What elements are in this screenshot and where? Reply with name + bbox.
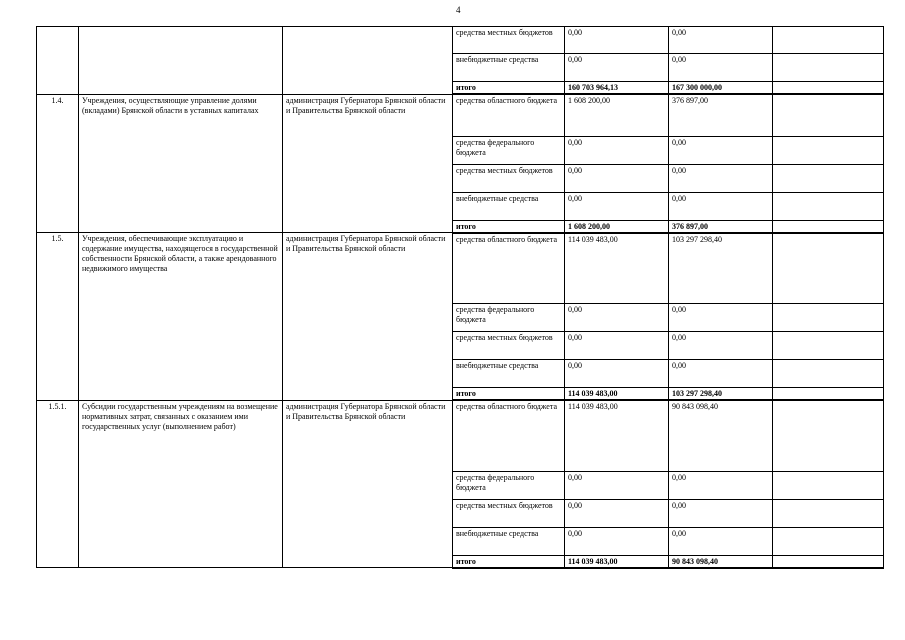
empty-cell <box>773 192 884 220</box>
empty-cell <box>773 499 884 527</box>
value-cell: 0,00 <box>565 332 669 360</box>
total-label: итого <box>453 82 565 95</box>
total-value: 103 297 298,40 <box>669 388 773 401</box>
empty-cell <box>773 332 884 360</box>
empty-cell <box>773 527 884 555</box>
value-cell: 0,00 <box>669 192 773 220</box>
source-label: средства местных бюджетов <box>453 332 565 360</box>
value-cell: 0,00 <box>669 499 773 527</box>
value-cell: 376 897,00 <box>669 94 773 136</box>
value-cell: 0,00 <box>565 54 669 82</box>
name-cell <box>79 27 283 95</box>
value-cell: 103 297 298,40 <box>669 233 773 304</box>
value-cell: 1 608 200,00 <box>565 94 669 136</box>
total-value: 90 843 098,40 <box>669 555 773 568</box>
source-label: средства местных бюджетов <box>453 499 565 527</box>
source-label: средства областного бюджета <box>453 400 565 471</box>
row-executor: администрация Губернатора Брянской области и Правительства Брянской области <box>283 400 453 568</box>
source-label: внебюджетные средства <box>453 192 565 220</box>
total-value: 114 039 483,00 <box>565 555 669 568</box>
source-label: внебюджетные средства <box>453 527 565 555</box>
source-label: средства областного бюджета <box>453 233 565 304</box>
empty-cell <box>773 304 884 332</box>
total-label: итого <box>453 555 565 568</box>
value-cell: 0,00 <box>565 527 669 555</box>
row-executor: администрация Губернатора Брянской области и Правительства Брянской области <box>283 233 453 401</box>
total-value: 376 897,00 <box>669 220 773 233</box>
empty-cell <box>773 82 884 95</box>
value-cell: 0,00 <box>669 471 773 499</box>
value-cell: 0,00 <box>669 136 773 164</box>
value-cell: 0,00 <box>565 360 669 388</box>
value-cell: 0,00 <box>669 360 773 388</box>
value-cell: 114 039 483,00 <box>565 233 669 304</box>
source-label: средства федерального бюджета <box>453 136 565 164</box>
source-label: средства федерального бюджета <box>453 304 565 332</box>
source-label: средства областного бюджета <box>453 94 565 136</box>
value-cell: 0,00 <box>565 27 669 54</box>
total-value: 160 703 964,13 <box>565 82 669 95</box>
num-cell <box>37 27 79 95</box>
row-name: Учреждения, обеспечивающие эксплуатацию и содержание имущества, находящегося в государственной собственности Брянской области, а также арендованного недвижимого имущества <box>79 233 283 401</box>
value-cell: 0,00 <box>669 164 773 192</box>
empty-cell <box>773 164 884 192</box>
empty-cell <box>773 27 884 54</box>
row-number: 1.4. <box>37 94 79 233</box>
row-name: Субсидии государственным учреждениям на возмещение нормативных затрат, связанных с оказанием ими государственных услуг (выполнением работ) <box>79 400 283 568</box>
value-cell: 0,00 <box>565 499 669 527</box>
value-cell: 0,00 <box>669 527 773 555</box>
source-label: внебюджетные средства <box>453 54 565 82</box>
value-cell: 0,00 <box>565 136 669 164</box>
empty-cell <box>773 233 884 304</box>
empty-cell <box>773 555 884 568</box>
empty-cell <box>773 388 884 401</box>
row-number: 1.5.1. <box>37 400 79 568</box>
empty-cell <box>773 94 884 136</box>
table-row <box>37 94 884 136</box>
total-value: 114 039 483,00 <box>565 388 669 401</box>
value-cell: 0,00 <box>565 304 669 332</box>
value-cell: 0,00 <box>565 164 669 192</box>
table-row <box>37 233 884 304</box>
empty-cell <box>773 360 884 388</box>
row-executor: администрация Губернатора Брянской области и Правительства Брянской области <box>283 94 453 233</box>
exec-cell <box>283 27 453 95</box>
empty-cell <box>773 54 884 82</box>
page-number: 4 <box>456 5 461 15</box>
value-cell: 0,00 <box>565 192 669 220</box>
value-cell: 0,00 <box>565 471 669 499</box>
value-cell: 0,00 <box>669 27 773 54</box>
row-name: Учреждения, осуществляющие управление долями (вкладами) Брянской области в уставных капиталах <box>79 94 283 233</box>
value-cell: 0,00 <box>669 304 773 332</box>
source-label: внебюджетные средства <box>453 360 565 388</box>
total-value: 1 608 200,00 <box>565 220 669 233</box>
empty-cell <box>773 400 884 471</box>
table-row <box>37 27 884 54</box>
empty-cell <box>773 220 884 233</box>
value-cell: 0,00 <box>669 332 773 360</box>
source-label: средства местных бюджетов <box>453 164 565 192</box>
value-cell: 114 039 483,00 <box>565 400 669 471</box>
total-label: итого <box>453 220 565 233</box>
source-label: средства федерального бюджета <box>453 471 565 499</box>
value-cell: 90 843 098,40 <box>669 400 773 471</box>
total-label: итого <box>453 388 565 401</box>
row-number: 1.5. <box>37 233 79 401</box>
total-value: 167 300 000,00 <box>669 82 773 95</box>
empty-cell <box>773 471 884 499</box>
empty-cell <box>773 136 884 164</box>
source-label: средства местных бюджетов <box>453 27 565 54</box>
value-cell: 0,00 <box>669 54 773 82</box>
table-row <box>37 400 884 471</box>
budget-table <box>36 26 884 569</box>
